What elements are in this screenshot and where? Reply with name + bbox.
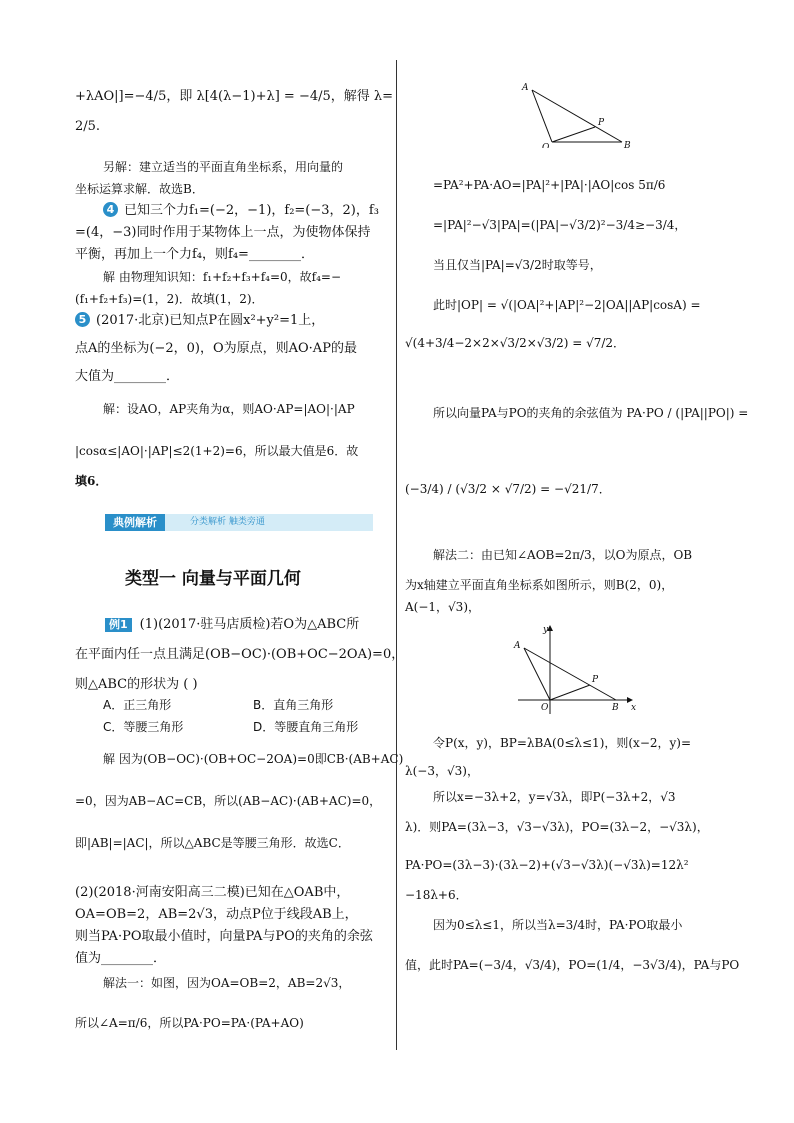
question-number-badge: 5 <box>75 312 90 327</box>
text-line: 所以向量PA与PO的夹角的余弦值为 PA·PO / (|PA||PO|) = <box>433 406 749 420</box>
segment-op <box>552 127 595 142</box>
text-line: (2)(2018·河南安阳高三二模)已知在△OAB中， <box>75 885 350 900</box>
text-line: 则当PA·PO取最小值时，向量PA与PO的夹角的余弦 <box>75 929 373 944</box>
text-line: λ(−3，√3)， <box>405 764 479 778</box>
question-4 <box>103 202 379 220</box>
text-line: 令P(x，y)，BP=λBA(0≤λ≤1)，则(x−2，y)= <box>433 736 692 750</box>
text-line: 另解：建立适当的平面直角坐标系，用向量的 <box>103 160 344 174</box>
example-badge: 例1 <box>105 618 132 632</box>
question-5 <box>75 312 324 330</box>
text-line: 值为________． <box>75 951 167 966</box>
text-line: (f₁+f₂+f₃)=(1，2)．故填(1，2)． <box>75 292 264 306</box>
text-line: 值，此时PA=(−3/4，√3/4)，PO=(1/4，−3√3/4)，PA与PO <box>405 958 740 972</box>
text-line: PA·PO=(3λ−3)·(3λ−2)+(√3−√3λ)(−√3λ)=12λ² <box>405 858 689 872</box>
label-o: O <box>542 143 550 148</box>
text-line: 填6． <box>75 474 108 488</box>
text-line: (−3/4) / (√3/2 × √7/2) = −√21/7． <box>405 482 611 496</box>
text-line: =0，因为AB−AC=CB，所以(AB−AC)·(AB+AC)=0， <box>75 794 382 808</box>
text-line: (1)(2017·驻马店质检)若O为△ABC所 <box>139 617 360 632</box>
text-line: 坐标运算求解．故选B． <box>75 182 204 196</box>
text-line: +λAO|]=−4/5，即 λ[4(λ−1)+λ] = −4/5，解得 λ= <box>75 89 394 104</box>
text-line: 当且仅当|PA|=√3/2时取等号， <box>433 258 602 272</box>
text-line: 因为0≤λ≤1，所以当λ=3/4时，PA·PO取最小 <box>433 918 683 932</box>
text-line: 解 由物理知识知：f₁+f₂+f₃+f₄=0，故f₄=− <box>103 270 342 284</box>
option-a: A．正三角形 <box>103 698 172 712</box>
label-a: A <box>514 641 521 651</box>
left-column <box>75 70 405 1050</box>
right-column <box>405 70 749 1050</box>
text-line: −18λ+6． <box>405 888 468 902</box>
text-line: =(4，−3)同时作用于某物体上一点，为使物体保持 <box>75 225 371 240</box>
example-1 <box>105 616 359 634</box>
text-line: |cosα≤|AO|·|AP|≤2(1+2)=6，所以最大值是6．故 <box>75 444 359 458</box>
text-line: =PA²+PA·AO=|PA|²+|PA|·|AO|cos 5π/6 <box>433 178 666 192</box>
text-line: A(−1，√3)， <box>405 600 481 614</box>
text-line: 在平面内任一点且满足(OB−OC)·(OB+OC−2OA)=0， <box>75 647 405 662</box>
text-line: OA=OB=2，AB=2√3，动点P位于线段AB上， <box>75 907 358 922</box>
text-line: 解法一：如图，因为OA=OB=2，AB=2√3， <box>103 976 351 990</box>
text-line: 解法二：由已知∠AOB=2π/3，以O为原点，OB <box>433 548 693 562</box>
text-line: 平衡，再加上一个力f₄，则f₄=________． <box>75 247 314 262</box>
option-b: B．直角三角形 <box>253 698 334 712</box>
label-x: x <box>631 703 637 713</box>
segment-ab <box>532 90 622 142</box>
section-heading: 类型一 向量与平面几何 <box>125 569 301 589</box>
text-line: 此时|OP| = √(|OA|²+|AP|²−2|OA||AP|cosA) = <box>433 298 701 312</box>
question-number-badge: 4 <box>103 202 118 217</box>
label-p: P <box>598 118 605 128</box>
text-line: 点A的坐标为(−2，0)，O为原点，则AO·AP的最 <box>75 341 357 356</box>
text-line: =|PA|²−√3|PA|=(|PA|−√3/2)²−3/4≥−3/4， <box>433 218 687 232</box>
text-line: 所以∠A=π/6，所以PA·PO=PA·(PA+AO) <box>75 1016 304 1030</box>
text-line: 即|AB|=|AC|，所以△ABC是等腰三角形．故选C． <box>75 836 350 850</box>
banner-tag: 典例解析 <box>105 514 165 531</box>
label-y: y <box>543 625 549 635</box>
triangle-figure <box>520 78 640 152</box>
text-line: λ)．则PA=(3λ−3，√3−√3λ)，PO=(3λ−2，−√3λ)， <box>405 820 709 834</box>
text-line: 解：设AO，AP夹角为α，则AO·AP=|AO|·|AP <box>103 402 355 416</box>
text-line: 所以x=−3λ+2，y=√3λ，即P(−3λ+2，√3 <box>433 790 676 804</box>
segment-op <box>550 685 590 700</box>
text-line: 大值为________． <box>75 369 180 384</box>
text-line: 为x轴建立平面直角坐标系如图所示，则B(2，0)， <box>405 578 674 592</box>
text-line: √(4+3/4−2×2×√3/2×√3/2) = √7/2． <box>405 336 626 350</box>
text-line: 解 因为(OB−OC)·(OB+OC−2OA)=0即CB·(AB+AC) <box>103 752 404 766</box>
segment-ao <box>532 90 552 142</box>
option-c: C．等腰三角形 <box>103 720 184 734</box>
section-banner <box>105 514 373 531</box>
column-divider <box>396 60 397 1050</box>
text-line: 2/5. <box>75 119 101 134</box>
label-p: P <box>592 675 599 685</box>
label-b: B <box>612 703 619 713</box>
banner-subtitle: 分类解析 触类旁通 <box>190 517 265 527</box>
text-line: 则△ABC的形状为 ( ) <box>75 677 198 692</box>
coordinate-figure <box>510 618 640 722</box>
label-b: B <box>624 141 631 148</box>
text-line: (2017·北京)已知点P在圆x²+y²=1上， <box>96 313 325 328</box>
label-a: A <box>522 83 529 93</box>
option-d: D．等腰直角三角形 <box>253 720 359 734</box>
text-line: 已知三个力f₁=(−2，−1)，f₂=(−3，2)，f₃ <box>124 203 379 218</box>
label-o: O <box>541 703 549 713</box>
